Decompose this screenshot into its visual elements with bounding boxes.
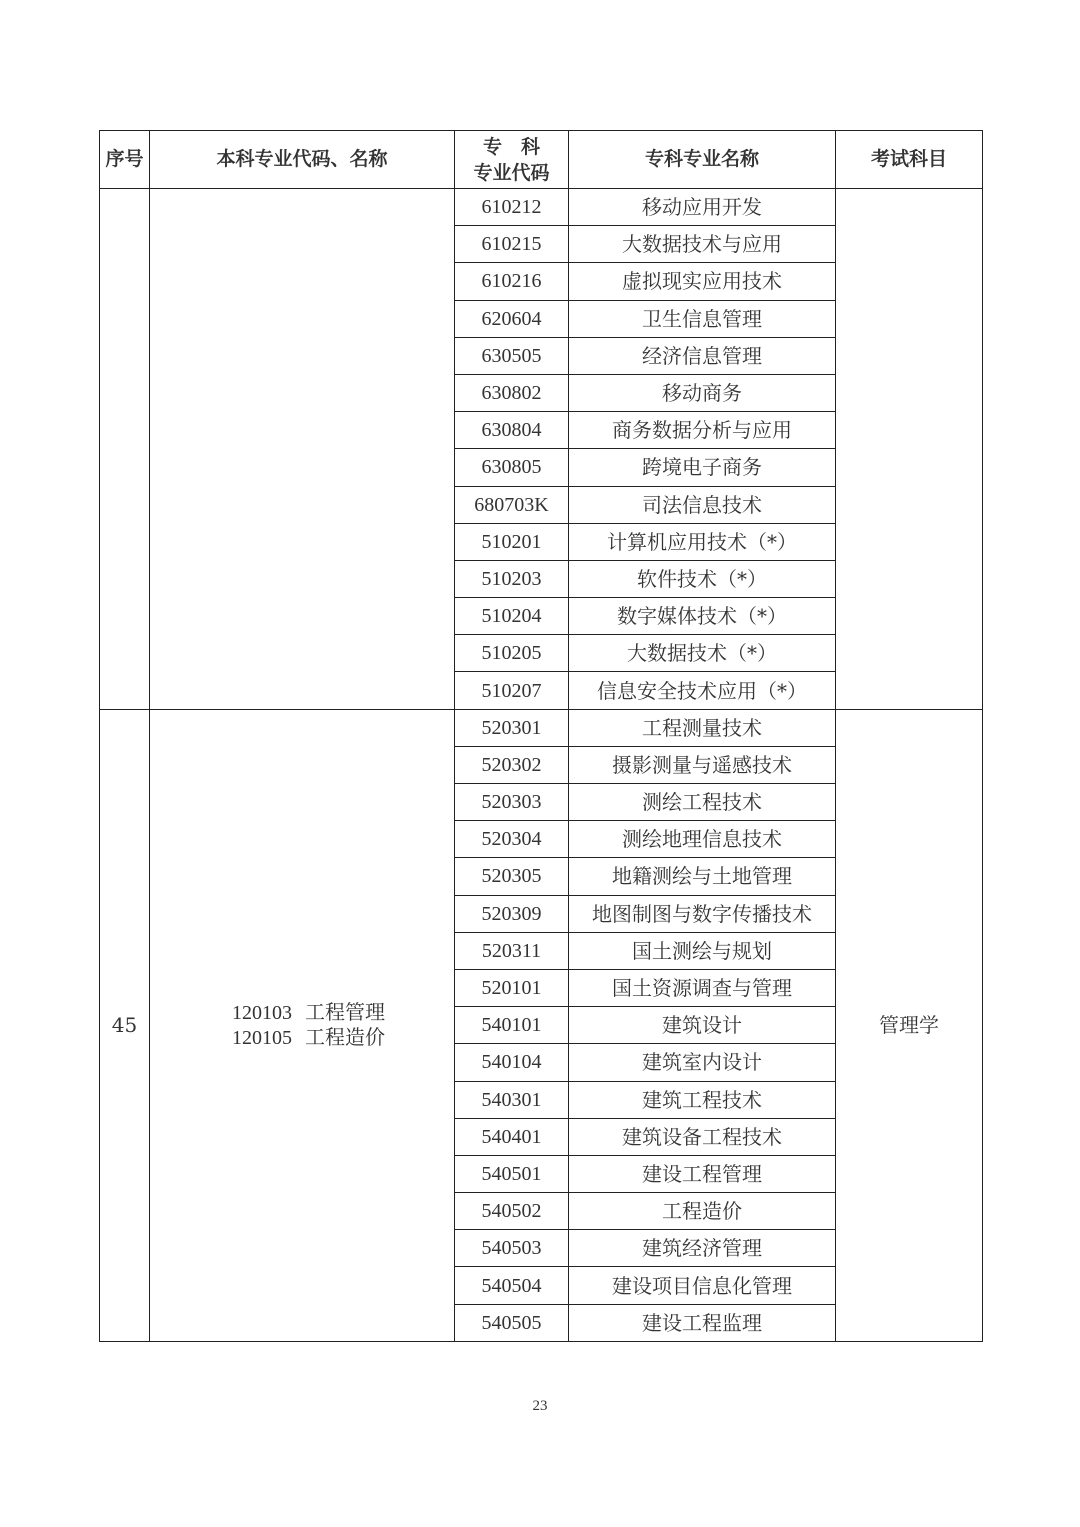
diploma-code-cell: 520311 (455, 932, 569, 969)
header-code-line1: 专 科 (482, 135, 540, 158)
diploma-code-cell: 680703K (455, 486, 569, 523)
diploma-name-cell: 建筑室内设计 (569, 1044, 836, 1081)
diploma-name-cell: 经济信息管理 (569, 337, 836, 374)
diploma-name-cell: 建设项目信息化管理 (569, 1267, 836, 1304)
diploma-name-cell: 软件技术（*） (569, 560, 836, 597)
diploma-name-cell: 虚拟现实应用技术 (569, 263, 836, 300)
diploma-code-cell: 510203 (455, 560, 569, 597)
diploma-name-cell: 摄影测量与遥感技术 (569, 746, 836, 783)
diploma-code-cell: 510204 (455, 598, 569, 635)
bachelor-code: 120103 (232, 1002, 292, 1025)
diploma-code-cell: 510205 (455, 635, 569, 672)
diploma-code-cell: 620604 (455, 300, 569, 337)
diploma-code-cell: 520302 (455, 746, 569, 783)
diploma-name-cell: 地籍测绘与土地管理 (569, 858, 836, 895)
diploma-code-cell: 540101 (455, 1007, 569, 1044)
diploma-code-cell: 520301 (455, 709, 569, 746)
diploma-name-cell: 移动应用开发 (569, 189, 836, 226)
diploma-code-cell: 540501 (455, 1155, 569, 1192)
bachelor-code: 120105 (232, 1027, 292, 1050)
diploma-name-cell: 计算机应用技术（*） (569, 523, 836, 560)
bachelor-cell (150, 709, 455, 1341)
exam-subject-cell (836, 189, 983, 710)
diploma-code-cell: 630804 (455, 412, 569, 449)
diploma-name-cell: 移动商务 (569, 374, 836, 411)
diploma-name-cell: 地图制图与数字传播技术 (569, 895, 836, 932)
diploma-code-cell: 630805 (455, 449, 569, 486)
diploma-code-cell: 540503 (455, 1230, 569, 1267)
diploma-code-cell: 630505 (455, 337, 569, 374)
diploma-name-cell: 司法信息技术 (569, 486, 836, 523)
diploma-code-cell: 540502 (455, 1193, 569, 1230)
diploma-code-cell: 520101 (455, 969, 569, 1006)
seq-cell (100, 189, 150, 710)
diploma-code-cell: 540104 (455, 1044, 569, 1081)
diploma-name-cell: 大数据技术与应用 (569, 226, 836, 263)
diploma-name-cell: 测绘地理信息技术 (569, 821, 836, 858)
diploma-name-cell: 信息安全技术应用（*） (569, 672, 836, 709)
diploma-code-cell: 520309 (455, 895, 569, 932)
diploma-name-cell: 跨境电子商务 (569, 449, 836, 486)
diploma-name-cell: 建筑工程技术 (569, 1081, 836, 1118)
diploma-code-cell: 610212 (455, 189, 569, 226)
bachelor-name: 工程管理 (305, 1000, 385, 1025)
header-name: 专科专业名称 (569, 131, 836, 189)
diploma-name-cell: 卫生信息管理 (569, 300, 836, 337)
table-row (100, 709, 983, 746)
diploma-name-cell: 工程测量技术 (569, 709, 836, 746)
diploma-name-cell: 商务数据分析与应用 (569, 412, 836, 449)
diploma-code-cell: 510201 (455, 523, 569, 560)
majors-table (99, 130, 983, 1342)
bachelor-line (150, 1000, 454, 1025)
diploma-name-cell: 建筑经济管理 (569, 1230, 836, 1267)
diploma-name-cell: 建筑设计 (569, 1007, 836, 1044)
diploma-code-cell: 540504 (455, 1267, 569, 1304)
bachelor-cell (150, 189, 455, 710)
diploma-name-cell: 大数据技术（*） (569, 635, 836, 672)
diploma-name-cell: 建设工程监理 (569, 1304, 836, 1341)
diploma-name-cell: 建设工程管理 (569, 1155, 836, 1192)
exam-subject-cell: 管理学 (836, 709, 983, 1341)
header-code (455, 131, 569, 189)
table-header-row (100, 131, 983, 189)
bachelor-name: 工程造价 (305, 1025, 385, 1050)
diploma-code-cell: 520304 (455, 821, 569, 858)
diploma-name-cell: 工程造价 (569, 1193, 836, 1230)
diploma-code-cell: 540301 (455, 1081, 569, 1118)
header-exam: 考试科目 (836, 131, 983, 189)
diploma-code-cell: 610215 (455, 226, 569, 263)
diploma-name-cell: 建筑设备工程技术 (569, 1118, 836, 1155)
table-body (100, 189, 983, 1342)
table-row (100, 189, 983, 226)
diploma-code-cell: 610216 (455, 263, 569, 300)
diploma-name-cell: 测绘工程技术 (569, 784, 836, 821)
page-number: 23 (532, 1398, 548, 1414)
header-code-line2: 专业代码 (473, 161, 550, 184)
diploma-code-cell: 540401 (455, 1118, 569, 1155)
diploma-code-cell: 540505 (455, 1304, 569, 1341)
diploma-code-cell: 510207 (455, 672, 569, 709)
header-seq: 序号 (100, 131, 150, 189)
diploma-name-cell: 国土资源调查与管理 (569, 969, 836, 1006)
diploma-name-cell: 数字媒体技术（*） (569, 598, 836, 635)
diploma-code-cell: 520305 (455, 858, 569, 895)
bachelor-line (150, 1025, 454, 1050)
diploma-name-cell: 国土测绘与规划 (569, 932, 836, 969)
seq-cell: 45 (100, 709, 150, 1341)
header-bachelor: 本科专业代码、名称 (150, 131, 455, 189)
diploma-code-cell: 630802 (455, 374, 569, 411)
diploma-code-cell: 520303 (455, 784, 569, 821)
